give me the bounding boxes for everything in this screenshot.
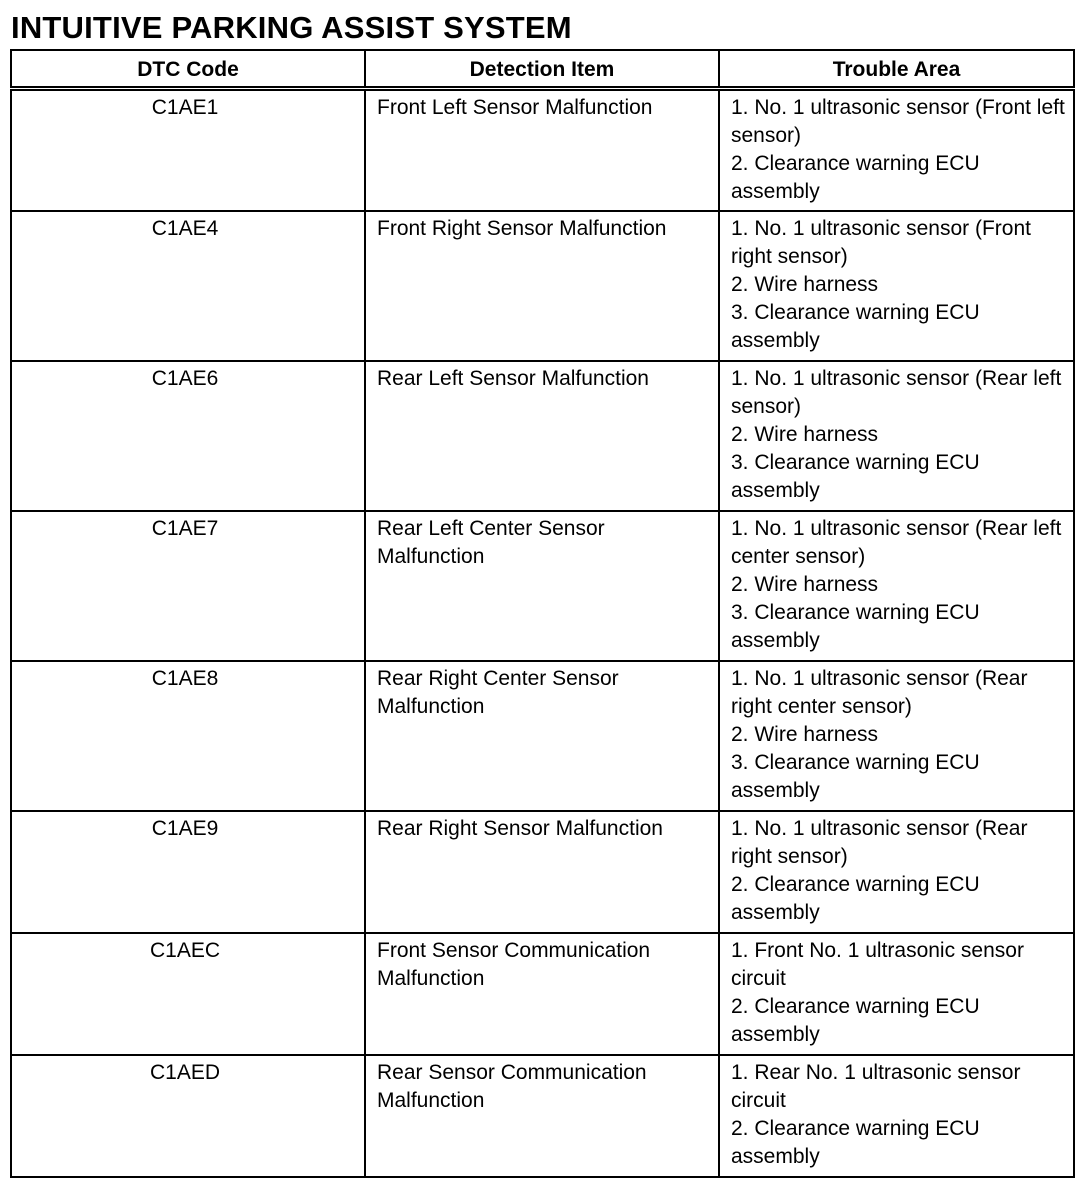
- dtc-code-cell: C1AE1: [11, 88, 365, 211]
- detection-item-cell: Front Right Sensor Malfunction: [365, 211, 719, 361]
- trouble-area-cell: [719, 933, 1074, 1055]
- table-header: [11, 50, 1074, 88]
- detection-item-cell: Rear Right Center Sensor Malfunction: [365, 661, 719, 811]
- dtc-code-cell: C1AE8: [11, 661, 365, 811]
- dtc-code-cell: C1AE9: [11, 811, 365, 933]
- trouble-area-line: 1. No. 1 ultrasonic sensor (Rear left sensor): [731, 366, 1062, 418]
- trouble-area-line: 2. Wire harness: [731, 572, 879, 596]
- trouble-area-line: 2. Clearance warning ECU assembly: [731, 994, 980, 1046]
- trouble-area-line: 1. Front No. 1 ultrasonic sensor circuit: [731, 938, 1024, 990]
- header-row: [11, 50, 1074, 88]
- trouble-area-line: 3. Clearance warning ECU assembly: [731, 600, 980, 652]
- trouble-area-line: 1. Rear No. 1 ultrasonic sensor circuit: [731, 1060, 1021, 1112]
- trouble-area-cell: [719, 661, 1074, 811]
- trouble-area-line: 1. No. 1 ultrasonic sensor (Front left sensor): [731, 95, 1065, 147]
- trouble-area-line: 2. Clearance warning ECU assembly: [731, 1116, 980, 1168]
- table-row: [11, 211, 1074, 361]
- dtc-code-cell: C1AE7: [11, 511, 365, 661]
- trouble-area-line: 2. Wire harness: [731, 722, 879, 746]
- detection-item-cell: Rear Right Sensor Malfunction: [365, 811, 719, 933]
- trouble-area-line: 2. Wire harness: [731, 272, 879, 296]
- trouble-area-line: 3. Clearance warning ECU assembly: [731, 300, 980, 352]
- trouble-area-cell: [719, 811, 1074, 933]
- table-row: [11, 88, 1074, 211]
- trouble-area-line: 1. No. 1 ultrasonic sensor (Rear right center sensor): [731, 666, 1028, 718]
- dtc-code-cell: C1AEC: [11, 933, 365, 1055]
- table-row: [11, 1055, 1074, 1177]
- dtc-table: [10, 49, 1075, 1178]
- dtc-code-cell: C1AE6: [11, 361, 365, 511]
- detection-item-cell: Rear Left Sensor Malfunction: [365, 361, 719, 511]
- detection-item-cell: Rear Sensor Communication Malfunction: [365, 1055, 719, 1177]
- trouble-area-line: 2. Clearance warning ECU assembly: [731, 872, 980, 924]
- trouble-area-line: 3. Clearance warning ECU assembly: [731, 450, 980, 502]
- table-row: [11, 933, 1074, 1055]
- dtc-code-cell: C1AED: [11, 1055, 365, 1177]
- trouble-area-line: 1. No. 1 ultrasonic sensor (Front right sensor): [731, 216, 1031, 268]
- trouble-area-line: 2. Wire harness: [731, 422, 879, 446]
- trouble-area-cell: [719, 511, 1074, 661]
- table-row: [11, 661, 1074, 811]
- trouble-area-cell: [719, 361, 1074, 511]
- trouble-area-cell: [719, 88, 1074, 211]
- detection-item-cell: Front Sensor Communication Malfunction: [365, 933, 719, 1055]
- trouble-area-line: 2. Clearance warning ECU assembly: [731, 151, 980, 203]
- dtc-code-cell: C1AE4: [11, 211, 365, 361]
- trouble-area-line: 1. No. 1 ultrasonic sensor (Rear right sensor): [731, 816, 1028, 868]
- table-row: [11, 511, 1074, 661]
- trouble-area-line: 1. No. 1 ultrasonic sensor (Rear left center sensor): [731, 516, 1062, 568]
- column-header-trouble-area: Trouble Area: [719, 50, 1074, 88]
- column-header-dtc-code: DTC Code: [11, 50, 365, 88]
- column-header-detection-item: Detection Item: [365, 50, 719, 88]
- page-title: INTUITIVE PARKING ASSIST SYSTEM: [11, 10, 572, 45]
- trouble-area-cell: [719, 211, 1074, 361]
- trouble-area-line: 3. Clearance warning ECU assembly: [731, 750, 980, 802]
- table-row: [11, 811, 1074, 933]
- detection-item-cell: Front Left Sensor Malfunction: [365, 88, 719, 211]
- table-row: [11, 361, 1074, 511]
- detection-item-cell: Rear Left Center Sensor Malfunction: [365, 511, 719, 661]
- table-body: [11, 88, 1074, 1177]
- trouble-area-cell: [719, 1055, 1074, 1177]
